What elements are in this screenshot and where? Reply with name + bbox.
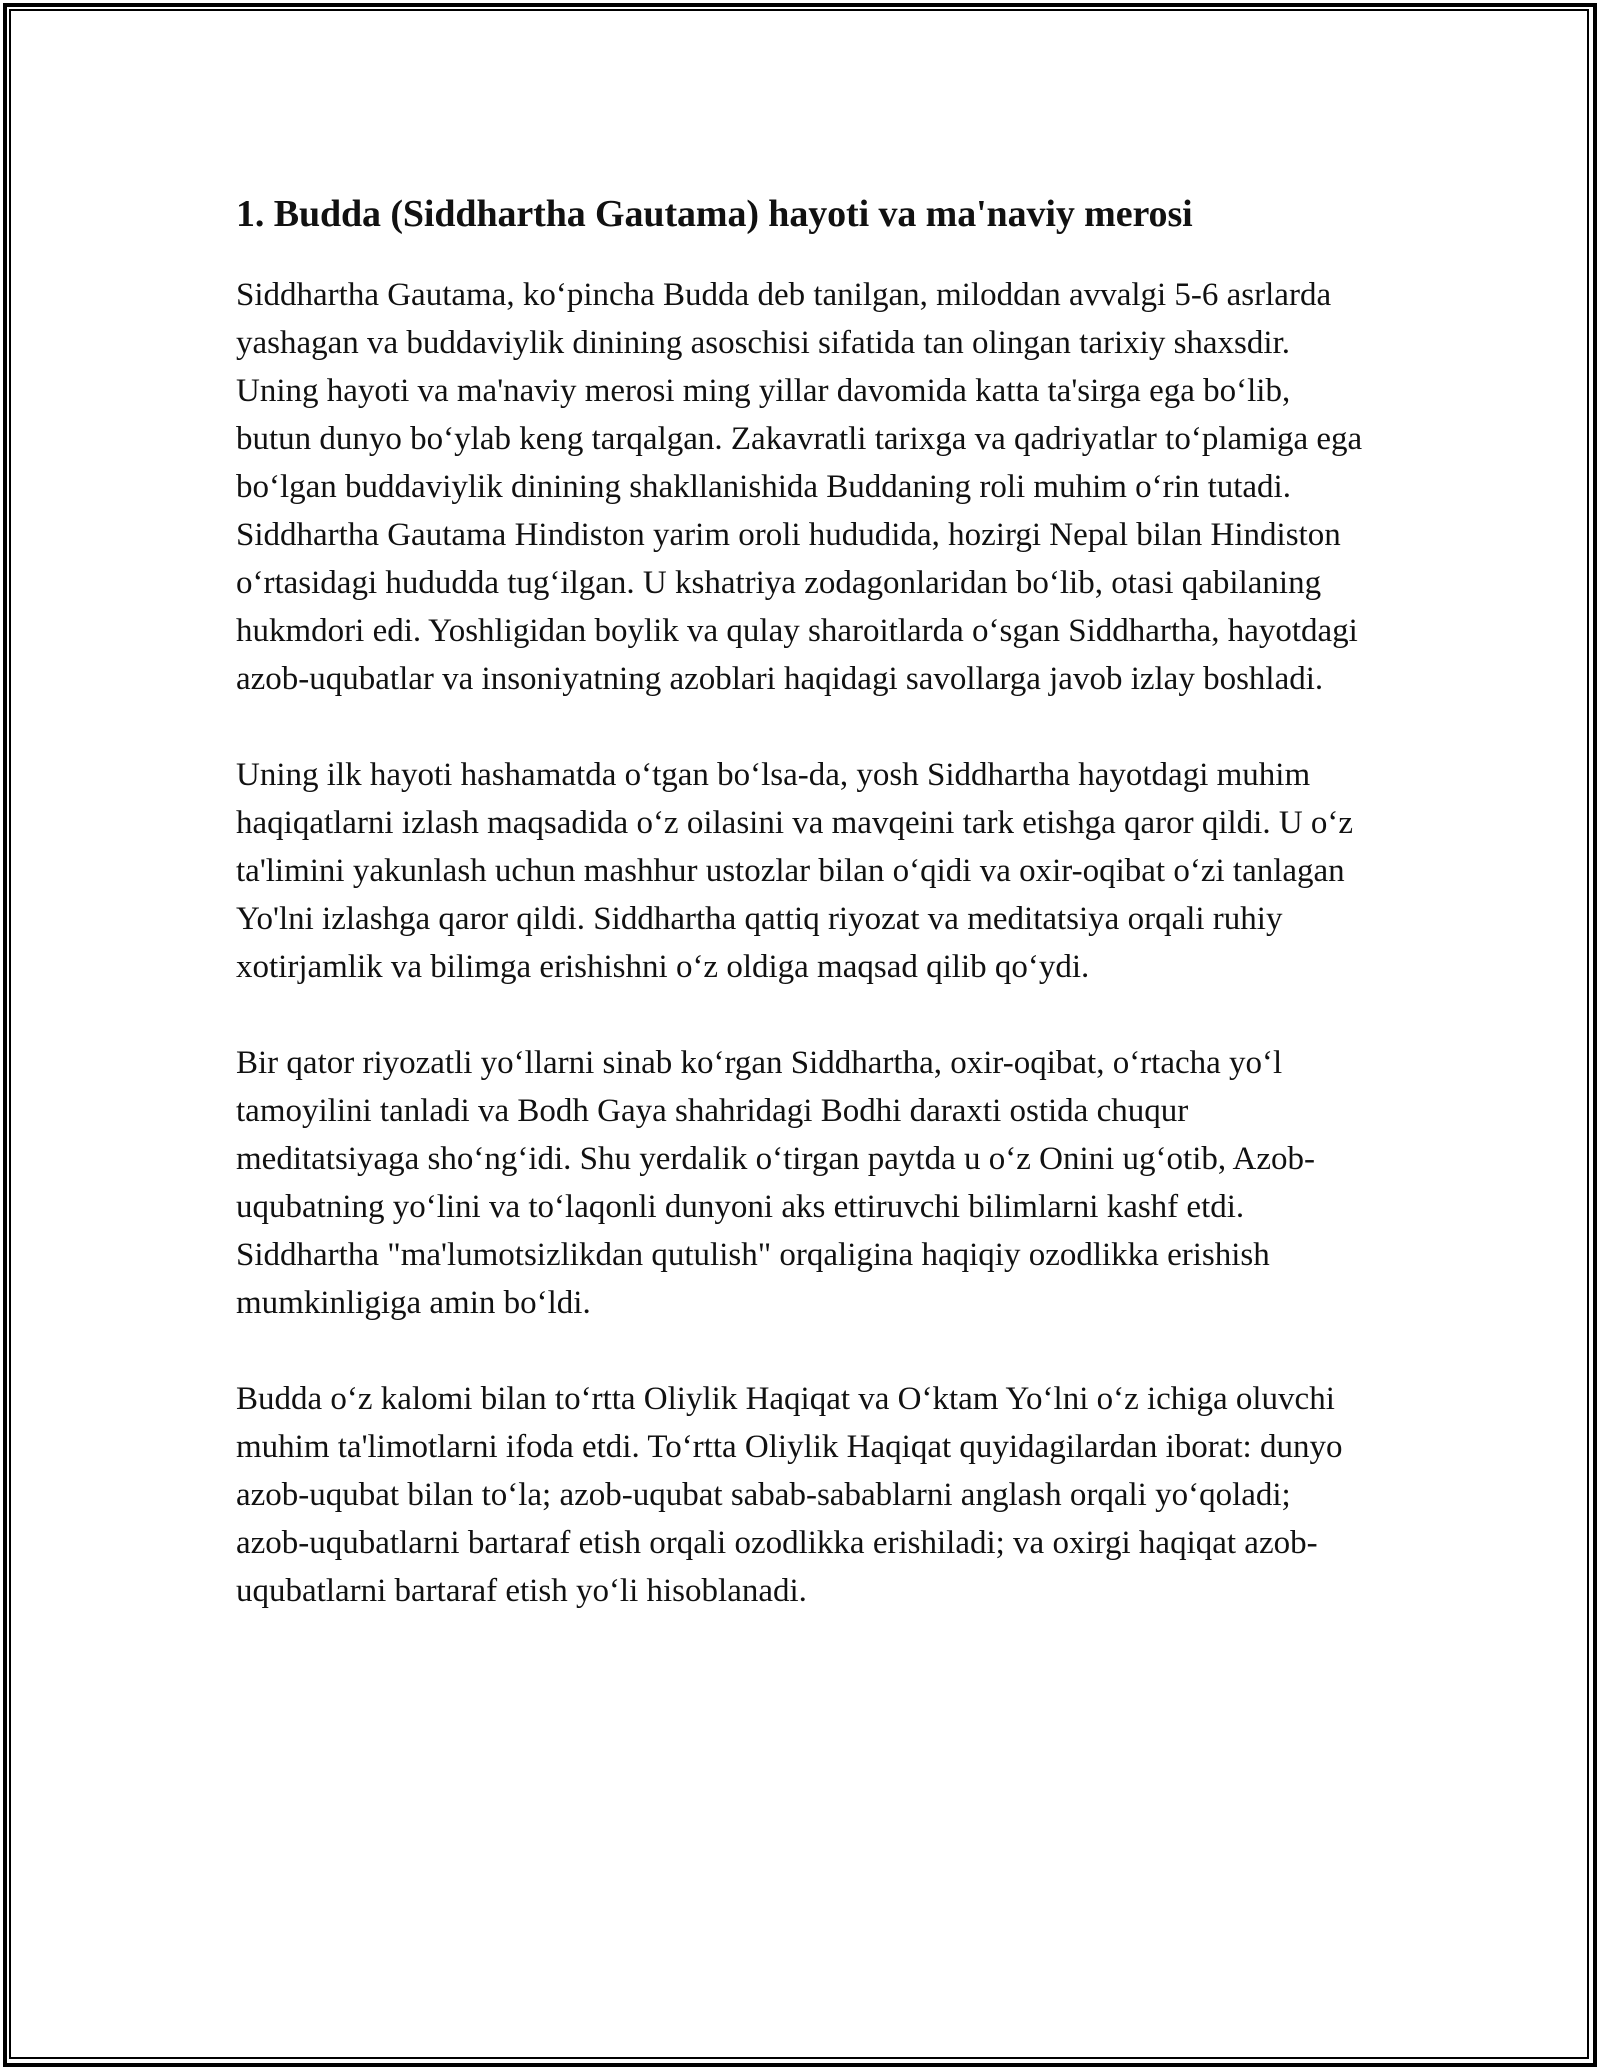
paragraph-1: Siddhartha Gautama, ko‘pincha Budda deb tanilgan, miloddan avvalgi 5-6 asrlarda yashagan va buddaviylik dinining asoschisi sifatida tan olingan tarixiy shaxsdir. Uning hayoti va ma'naviy merosi ming yillar davomida katta ta'sirga ega bo‘lib, butun dunyo bo‘ylab keng tarqalgan. Zakavratli tarixga va qadriyatlar to‘plamiga ega bo‘lgan buddaviylik dinining shakllanishida Buddaning roli muhim o‘rin tutadi. Siddhartha Gautama Hindiston yarim oroli hududida, hozirgi Nepal bilan Hindiston o‘rtasidagi hududda tug‘ilgan. U kshatriya zodagonlaridan bo‘lib, otasi qabilaning hukmdori edi. Yoshligidan boylik va qulay sharoitlarda o‘sgan Siddhartha, hayotdagi azob-uqubatlar va insoniyatning azoblari haqidagi savollarga javob izlay boshladi.: [236, 277, 1363, 697]
page-title: 1. Budda (Siddhartha Gautama) hayoti va ma'naviy merosi: [236, 193, 1193, 235]
document-body: [236, 184, 1366, 1663]
paragraph-4: Budda o‘z kalomi bilan to‘rtta Oliylik Haqiqat va O‘ktam Yo‘lni o‘z ichiga oluvchi muhim ta'limotlarni ifoda etdi. To‘rtta Oliylik Haqiqat quyidagilardan iborat: dunyo azob-uqubat bilan to‘la; azob-uqubat sabab-sabablarni anglash orqali yo‘qoladi; azob-uqubatlarni bartaraf etish orqali ozodlikka erishiladi; va oxirgi haqiqat azob-uqubatlarni bartaraf etish yo‘li hisoblanadi.: [236, 1381, 1343, 1609]
paragraph-3: Bir qator riyozatli yo‘llarni sinab ko‘rgan Siddhartha, oxir-oqibat, o‘rtacha yo‘l tamoyilini tanladi va Bodh Gaya shahridagi Bodhi daraxti ostida chuqur meditatsiyaga sho‘ng‘idi. Shu yerdalik o‘tirgan paytda u o‘z Onini ug‘otib, Azob-uqubatning yo‘lini va to‘laqonli dunyoni aks ettiruvchi bilimlarni kashf etdi. Siddhartha "ma'lumotsizlikdan qutulish" orqaligina haqiqiy ozodlikka erishish mumkinligiga amin bo‘ldi.: [236, 1045, 1316, 1321]
paragraph-2: Uning ilk hayoti hashamatda o‘tgan bo‘lsa-da, yosh Siddhartha hayotdagi muhim haqiqatlarni izlash maqsadida o‘z oilasini va mavqeini tark etishga qaror qildi. U o‘z ta'limini yakunlash uchun mashhur ustozlar bilan o‘qidi va oxir-oqibat o‘zi tanlagan Yo'lni izlashga qaror qildi. Siddhartha qattiq riyozat va meditatsiya orqali ruhiy xotirjamlik va bilimga erishishni o‘z oldiga maqsad qilib qo‘ydi.: [236, 757, 1354, 985]
